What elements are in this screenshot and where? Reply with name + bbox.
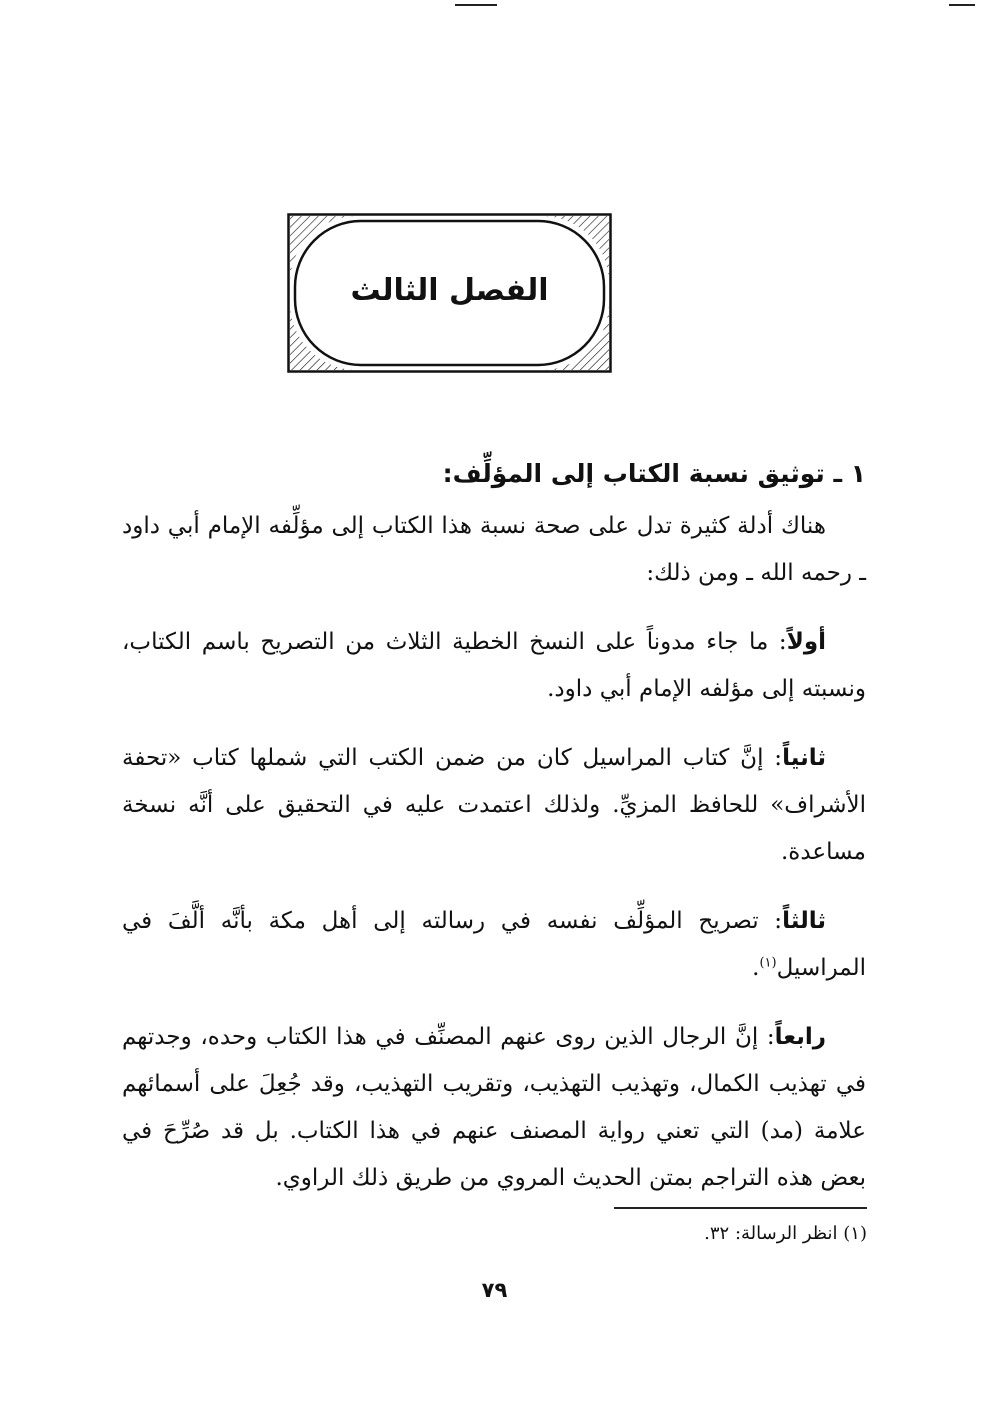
chapter-title-frame: [287, 213, 612, 373]
page-number: ٧٩: [481, 1278, 508, 1302]
second-evidence-label: ثانياً: [782, 745, 826, 771]
section-heading: ١ ـ توثيق نسبة الكتاب إلى المؤلِّف:: [442, 459, 866, 488]
fourth-evidence-paragraph: [122, 1014, 866, 1202]
third-evidence-end: .: [752, 955, 760, 981]
third-evidence-paragraph: [122, 898, 866, 992]
first-evidence-paragraph: [122, 619, 866, 713]
top-rule-center: [455, 4, 497, 6]
first-evidence-text: : ما جاء مدوناً على النسخ الخطية الثلاث من التصريح باسم الكتاب، ونسبته إلى مؤلفه الإمام أبي داود.: [122, 629, 866, 702]
second-evidence-text: : إنَّ كتاب المراسيل كان من ضمن الكتب التي شملها كتاب «تحفة الأشراف» للحافظ المزيِّ. ولذلك اعتمدت عليه في التحقيق على أنَّه نسخة مساعدة.: [122, 745, 866, 865]
fourth-evidence-text: : إنَّ الرجال الذين روى عنهم المصنِّف في هذا الكتاب وحده، وجدتهم في تهذيب الكمال، وتهذيب التهذيب، وتقريب التهذيب، وقد جُعِلَ على أسمائهم علامة (مد) التي تعني رواية المصنف عنهم في هذا الكتاب. بل قد صُرِّحَ في بعض هذه التراجم بمتن الحديث المروي من طريق ذلك الراوي.: [122, 1024, 866, 1191]
footnote: (١) انظر الرسالة: ٣٢.: [704, 1223, 867, 1244]
first-evidence-label: أولاً: [786, 629, 826, 655]
footnote-separator: [614, 1207, 867, 1209]
intro-paragraph: هناك أدلة كثيرة تدل على صحة نسبة هذا الكتاب إلى مؤلِّفه الإمام أبي داود ـ رحمه الله ـ ومن ذلك:: [122, 513, 866, 586]
page-body: [122, 450, 866, 1224]
third-evidence-text: : تصريح المؤلِّف نفسه في رسالته إلى أهل مكة بأنَّه ألَّفَ في المراسيل: [122, 908, 866, 981]
third-evidence-label: ثالثاً: [782, 908, 826, 934]
footnote-reference: (١): [759, 955, 777, 971]
top-rule-corner: [949, 4, 975, 6]
chapter-title: الفصل الثالث: [350, 273, 549, 308]
second-evidence-paragraph: [122, 735, 866, 876]
fourth-evidence-label: رابعاً: [774, 1024, 826, 1050]
